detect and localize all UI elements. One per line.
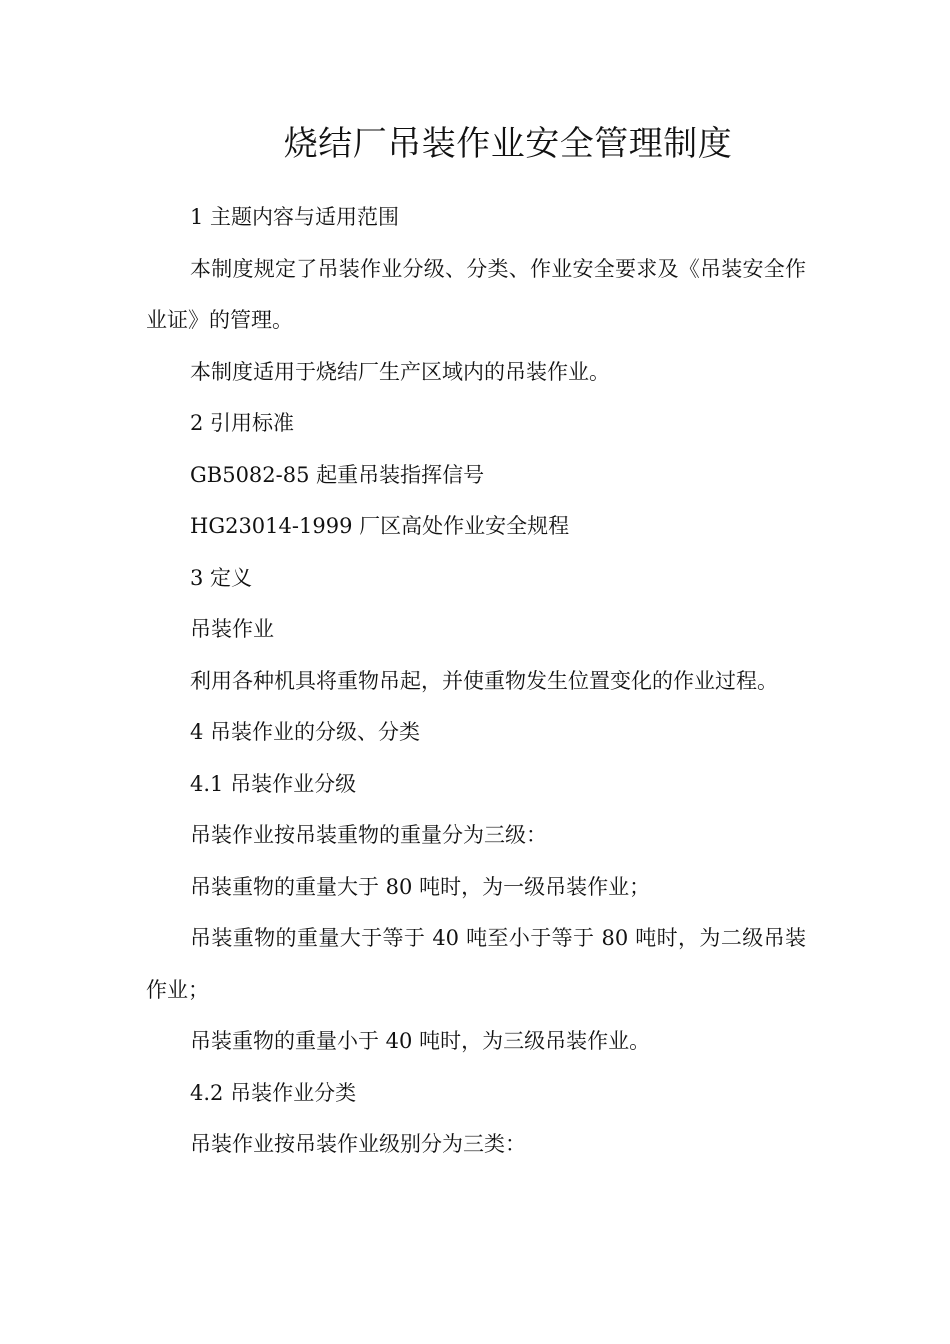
paragraph-grade-3: 吊装重物的重量小于 40 吨时，为三级吊装作业。 <box>190 1029 651 1053</box>
paragraph-grade-2: 吊装重物的重量大于等于 40 吨至小于等于 80 吨时，为二级吊装作业； <box>146 926 806 1002</box>
paragraph-scope: 本制度规定了吊装作业分级、分类、作业安全要求及《吊装安全作业证》的管理。 <box>146 256 806 332</box>
reference-standard-gb: GB5082-85 起重吊装指挥信号 <box>190 462 485 487</box>
section-heading-4: 4 吊装作业的分级、分类 <box>190 720 421 744</box>
section-heading-2: 2 引用标准 <box>190 411 295 435</box>
paragraph-classification-intro: 吊装作业按吊装作业级别分为三类： <box>190 1132 526 1156</box>
document-title: 烧结厂吊装作业安全管理制度 <box>283 124 733 164</box>
subsection-heading-4-1: 4.1 吊装作业分级 <box>190 771 357 796</box>
section-heading-3: 3 定义 <box>190 565 253 590</box>
document-body <box>146 192 806 1171</box>
reference-standard-hg: HG23014-1999 厂区高处作业安全规程 <box>190 514 570 538</box>
paragraph-grade-1: 吊装重物的重量大于 80 吨时，为一级吊装作业； <box>190 874 651 899</box>
definition-term: 吊装作业 <box>190 617 274 641</box>
definition-text: 利用各种机具将重物吊起，并使重物发生位置变化的作业过程。 <box>190 668 778 693</box>
paragraph-grading-intro: 吊装作业按吊装重物的重量分为三级： <box>190 823 547 847</box>
section-heading-1: 1 主题内容与适用范围 <box>190 205 400 229</box>
paragraph-applicability: 本制度适用于烧结厂生产区域内的吊装作业。 <box>190 359 610 384</box>
subsection-heading-4-2: 4.2 吊装作业分类 <box>190 1080 357 1105</box>
